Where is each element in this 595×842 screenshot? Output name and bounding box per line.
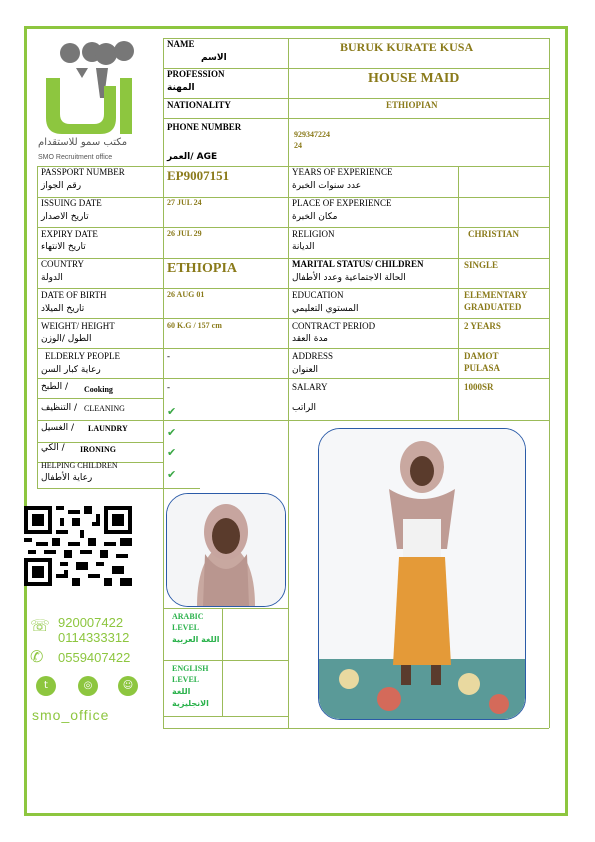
helping-check-icon: ✔ <box>167 468 177 481</box>
phone-icon: ☏ <box>30 616 51 635</box>
profession-label: PROFESSION <box>167 69 225 79</box>
elderly-label: ELDERLY PEOPLE <box>45 351 121 361</box>
portrait-photo <box>166 493 286 607</box>
arabic-level-label-2: LEVEL <box>172 623 200 632</box>
education-label-arabic: المستوي التعليمي <box>292 304 359 314</box>
age-label: العمر/ AGE <box>167 152 218 162</box>
education-label: EDUCATION <box>292 290 344 300</box>
phone-value: 929347224 <box>294 130 330 139</box>
agency-name-english: SMO Recruitment office <box>38 154 113 161</box>
salary-value: 1000SR <box>464 382 494 392</box>
passport-label-arabic: رقم الجواز <box>41 181 82 191</box>
contact-block <box>30 612 158 732</box>
age-value: 24 <box>294 141 302 150</box>
place-exp-label: PLACE OF EXPERIENCE <box>292 198 392 208</box>
contract-label: CONTRACT PERIOD <box>292 321 376 331</box>
contact-phone-2[interactable]: 0114333312 <box>58 630 130 645</box>
snapchat-icon[interactable]: ☺ <box>118 676 138 696</box>
country-value: ETHIOPIA <box>167 261 238 276</box>
religion-value: CHRISTIAN <box>468 229 520 239</box>
english-level-label-1: ENGLISH <box>172 664 209 673</box>
whatsapp-icon: ✆ <box>30 647 44 666</box>
profession-label-arabic: المهنة <box>167 83 195 93</box>
salary-label: SALARY <box>292 382 328 392</box>
marital-value: SINGLE <box>464 260 499 270</box>
instagram-icon[interactable]: ◎ <box>78 676 98 696</box>
cooking-label: Cooking <box>84 385 113 394</box>
phone-label: PHONE NUMBER <box>167 122 242 132</box>
issuing-value: 27 JUL 24 <box>167 198 202 207</box>
passport-label: PASSPORT NUMBER <box>41 167 125 177</box>
qr-code <box>24 506 132 586</box>
contact-whatsapp[interactable]: 0559407422 <box>58 650 131 665</box>
agency-name-arabic: مكتب سمو للاستقدام <box>38 137 128 148</box>
twitter-icon[interactable]: t <box>36 676 56 696</box>
contact-phone-1[interactable]: 920007422 <box>58 615 124 630</box>
contract-label-arabic: مدة العقد <box>292 334 328 344</box>
cleaning-check-icon: ✔ <box>167 405 177 418</box>
country-label-arabic: الدولة <box>41 273 63 283</box>
issuing-label: ISSUING DATE <box>41 198 102 208</box>
country-label: COUNTRY <box>41 259 85 269</box>
laundry-label: LAUNDRY <box>88 424 128 433</box>
full-body-photo <box>318 428 526 720</box>
nationality-value: ETHIOPIAN <box>386 100 438 110</box>
english-level-label-arabic-2: الانجليزية <box>172 699 209 708</box>
name-label: NAME <box>167 39 195 49</box>
social-handle[interactable]: smo_office <box>32 707 110 723</box>
religion-label-arabic: الديانة <box>292 242 315 252</box>
elderly-value: - <box>167 351 170 361</box>
nationality-label: NATIONALITY <box>167 100 231 110</box>
agency-logo <box>36 38 158 168</box>
expiry-label-arabic: تاريخ الانتهاء <box>41 242 86 252</box>
english-level-label-arabic-1: اللغة <box>172 687 191 696</box>
issuing-label-arabic: تاريخ الاصدار <box>41 212 89 222</box>
helping-label-arabic: رعاية الأطفال <box>41 473 93 483</box>
passport-value: EP9007151 <box>167 168 230 183</box>
arabic-level-label-1: ARABIC <box>172 612 204 621</box>
contract-value: 2 YEARS <box>464 321 501 331</box>
dob-label-arabic: تاريخ الميلاد <box>41 304 85 314</box>
religion-label: RELIGION <box>292 229 335 239</box>
years-exp-label: YEARS OF EXPERIENCE <box>292 167 393 177</box>
dob-label: DATE OF BIRTH <box>41 290 107 300</box>
cooking-value: - <box>167 382 170 392</box>
dob-value: 26 AUG 01 <box>167 290 205 299</box>
address-label: ADDRESS <box>292 351 334 361</box>
ironing-label-arabic: الكي / <box>41 443 65 453</box>
years-exp-label-arabic: عدد سنوات الخبرة <box>292 181 362 191</box>
laundry-label-arabic: الغسيل / <box>41 423 75 433</box>
salary-label-arabic: الراتب <box>292 403 317 413</box>
address-label-arabic: العنوان <box>292 365 319 375</box>
marital-label: MARITAL STATUS/ CHILDREN <box>292 259 424 269</box>
education-value-line2: GRADUATED <box>464 302 522 312</box>
ironing-label: IRONING <box>80 445 117 454</box>
ironing-check-icon: ✔ <box>167 446 177 459</box>
expiry-value: 26 JUL 29 <box>167 229 202 238</box>
helping-label: HELPING CHILDREN <box>41 461 118 470</box>
cooking-label-arabic: الطبخ / <box>41 382 69 392</box>
address-value-line1: DAMOT <box>464 351 499 361</box>
logo-mark-icon <box>36 38 158 138</box>
cleaning-label: CLEANING <box>84 404 125 413</box>
education-value-line1: ELEMENTARY <box>464 290 528 300</box>
weight-value: 60 K.G / 157 cm <box>167 321 222 330</box>
place-exp-label-arabic: مكان الخبرة <box>292 212 338 222</box>
marital-label-arabic: الحالة الاجتماعية وعدد الأطفال <box>292 273 406 283</box>
address-value-line2: PULASA <box>464 363 501 373</box>
name-value: BURUK KURATE KUSA <box>340 40 474 54</box>
elderly-label-arabic: رعاية كبار السن <box>41 365 101 375</box>
arabic-level-label-arabic: اللغة العربية <box>172 635 220 644</box>
cleaning-label-arabic: التنظيف / <box>41 403 77 413</box>
name-label-arabic: الاسم <box>201 53 227 63</box>
laundry-check-icon: ✔ <box>167 426 177 439</box>
weight-label: WEIGHT/ HEIGHT <box>41 321 115 331</box>
expiry-label: EXPIRY DATE <box>41 229 98 239</box>
weight-label-arabic: الطول /الوزن <box>41 334 92 344</box>
english-level-label-2: LEVEL <box>172 675 200 684</box>
profession-value: HOUSE MAID <box>368 71 460 86</box>
